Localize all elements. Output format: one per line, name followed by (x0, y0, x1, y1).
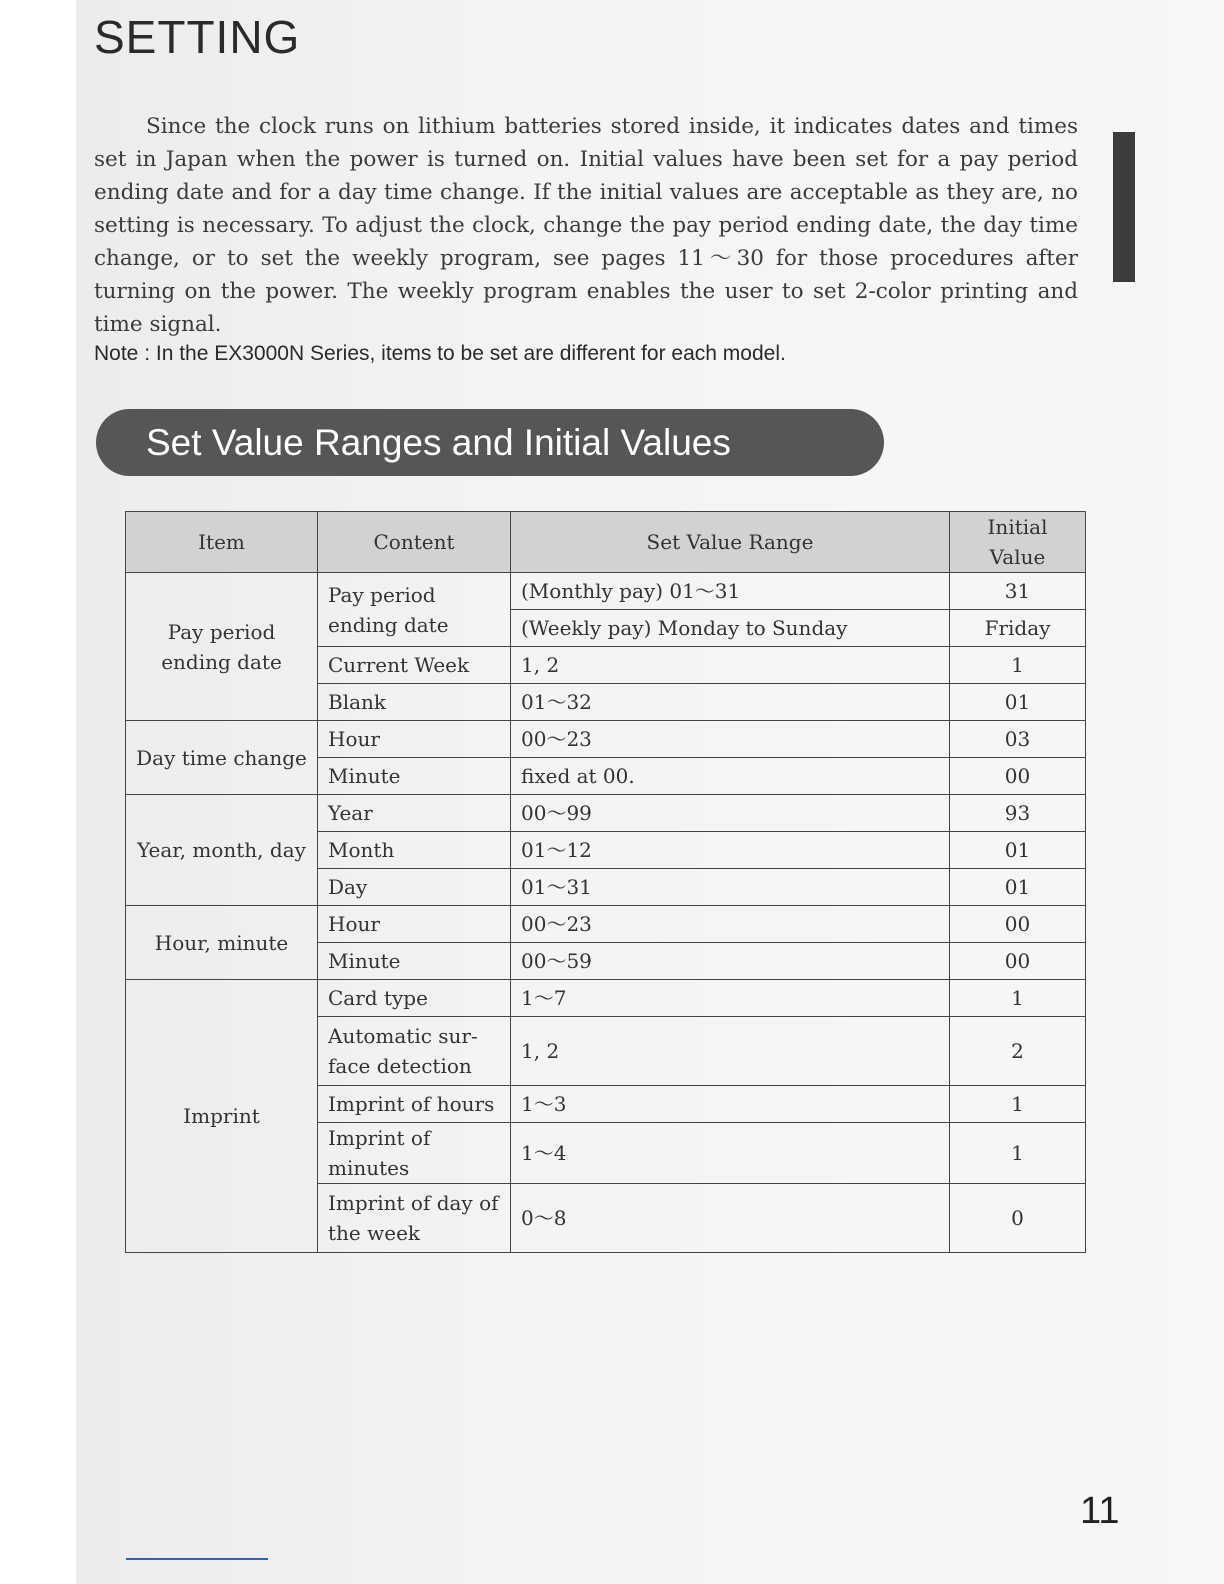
content-month: Month (318, 832, 511, 869)
section-banner (96, 409, 884, 476)
initial-day: 01 (950, 869, 1086, 906)
range-year: 00〜99 (511, 795, 950, 832)
range-hm-hour: 00〜23 (511, 906, 950, 943)
initial-month: 01 (950, 832, 1086, 869)
header-initial-value: Initial Value (950, 512, 1086, 573)
content-imprint-minutes: Imprint of minutes (318, 1123, 511, 1184)
content-dtc-minute: Minute (318, 758, 511, 795)
header-content: Content (318, 512, 511, 573)
initial-imprint-hours: 1 (950, 1086, 1086, 1123)
table-header-row (126, 512, 1086, 573)
range-imprint-hours: 1〜3 (511, 1086, 950, 1123)
content-pay-period-ending-date: Pay period ending date (318, 573, 511, 647)
range-monthly-pay: (Monthly pay) 01〜31 (511, 573, 950, 610)
range-hm-minute: 00〜59 (511, 943, 950, 980)
initial-year: 93 (950, 795, 1086, 832)
initial-monthly-pay: 31 (950, 573, 1086, 610)
table-row (126, 906, 1086, 943)
table-row (126, 980, 1086, 1017)
settings-table (125, 511, 1086, 1253)
language-side-tab (1113, 132, 1135, 282)
initial-card-type: 1 (950, 980, 1086, 1017)
initial-weekly-pay: Friday (950, 610, 1086, 647)
content-blank: Blank (318, 684, 511, 721)
initial-dtc-hour: 03 (950, 721, 1086, 758)
content-hm-hour: Hour (318, 906, 511, 943)
table-row (126, 721, 1086, 758)
range-day: 01〜31 (511, 869, 950, 906)
range-dtc-hour: 00〜23 (511, 721, 950, 758)
content-day: Day (318, 869, 511, 906)
initial-imprint-day-of-week: 0 (950, 1184, 1086, 1253)
range-imprint-day-of-week: 0〜8 (511, 1184, 950, 1253)
range-auto-surface: 1, 2 (511, 1017, 950, 1086)
initial-hm-hour: 00 (950, 906, 1086, 943)
item-hour-minute: Hour, minute (126, 906, 318, 980)
footer-rule (126, 1558, 268, 1560)
page-title: SETTING (94, 11, 301, 63)
intro-paragraph: Since the clock runs on lithium batteries stored inside, it indicates dates and times set in Japan when the power is turned on. Initial values have been set for a pay period ending date and for a day time change. If the initial values are acceptable as they are, no setting is necessary. To adjust the clock, change the pay period ending date, the day time change, or to set the weekly program, see pages 11〜30 for those procedures after turning on the power. The weekly program enables the user to set 2-color printing and time signal. (94, 114, 1078, 337)
header-item: Item (126, 512, 318, 573)
page-number: 11 (1080, 1490, 1120, 1532)
content-imprint-hours: Imprint of hours (318, 1086, 511, 1123)
initial-blank: 01 (950, 684, 1086, 721)
content-dtc-hour: Hour (318, 721, 511, 758)
item-imprint: Imprint (126, 980, 318, 1253)
initial-dtc-minute: 00 (950, 758, 1086, 795)
initial-hm-minute: 00 (950, 943, 1086, 980)
range-month: 01〜12 (511, 832, 950, 869)
table-row (126, 573, 1086, 610)
content-auto-surface: Automatic sur-face detection (318, 1017, 511, 1086)
content-card-type: Card type (318, 980, 511, 1017)
range-blank: 01〜32 (511, 684, 950, 721)
item-day-time-change: Day time change (126, 721, 318, 795)
range-weekly-pay: (Weekly pay) Monday to Sunday (511, 610, 950, 647)
initial-current-week: 1 (950, 647, 1086, 684)
model-note: Note : In the EX3000N Series, items to be set are different for each model. (94, 342, 786, 365)
content-imprint-day-of-week: Imprint of day of the week (318, 1184, 511, 1253)
table-row (126, 795, 1086, 832)
content-year: Year (318, 795, 511, 832)
range-dtc-minute: fixed at 00. (511, 758, 950, 795)
range-current-week: 1, 2 (511, 647, 950, 684)
section-title: Set Value Ranges and Initial Values (146, 421, 731, 463)
item-pay-period: Pay period ending date (126, 573, 318, 721)
range-imprint-minutes: 1〜4 (511, 1123, 950, 1184)
item-year-month-day: Year, month, day (126, 795, 318, 906)
header-range: Set Value Range (511, 512, 950, 573)
initial-auto-surface: 2 (950, 1017, 1086, 1086)
content-hm-minute: Minute (318, 943, 511, 980)
initial-imprint-minutes: 1 (950, 1123, 1086, 1184)
page-margin (0, 0, 76, 1584)
content-current-week: Current Week (318, 647, 511, 684)
range-card-type: 1〜7 (511, 980, 950, 1017)
